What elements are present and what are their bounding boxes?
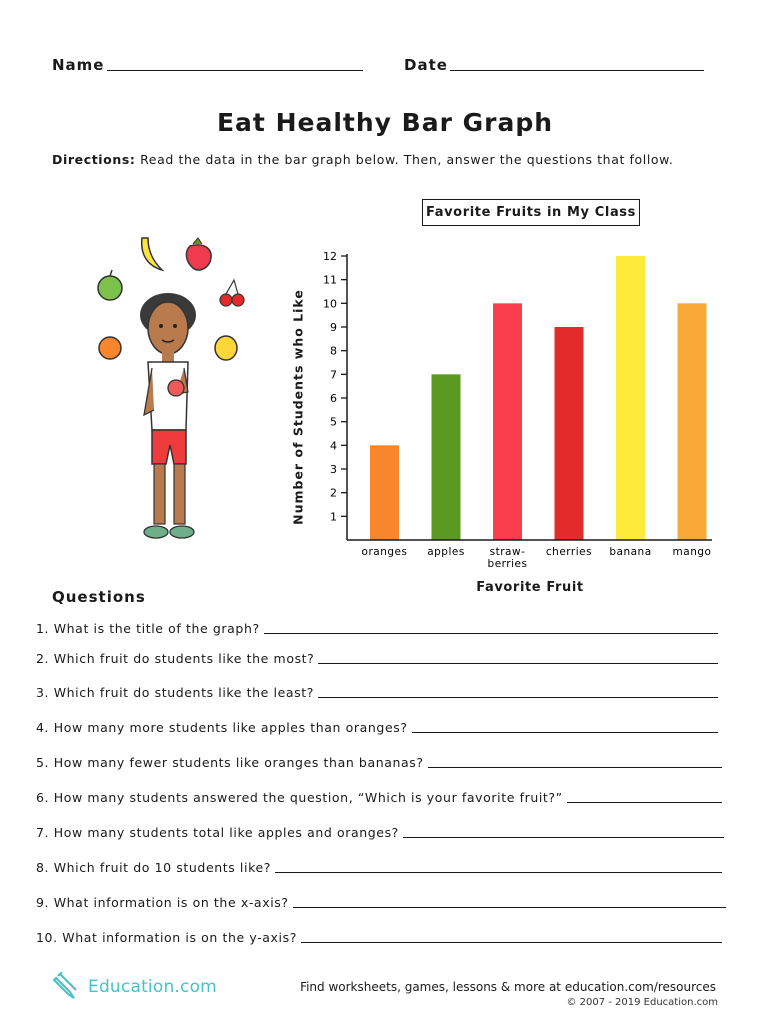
footer-tagline: Find worksheets, games, lessons & more at education.com/resources xyxy=(300,980,716,994)
education-logo xyxy=(52,972,217,1002)
x-tick-label: banana xyxy=(609,546,652,558)
answer-line[interactable] xyxy=(412,732,718,733)
chart-x-axis-label: Favorite Fruit xyxy=(476,580,584,595)
answer-line[interactable] xyxy=(567,802,722,803)
question-text: 3. Which fruit do students like the least? xyxy=(36,685,315,700)
directions-text: Read the data in the bar graph below. Then, answer the questions that follow. xyxy=(135,152,674,167)
date-label: Date xyxy=(404,56,448,74)
answer-line[interactable] xyxy=(293,907,726,908)
y-tick-label: 7 xyxy=(330,368,337,382)
answer-line[interactable] xyxy=(318,663,718,664)
question-row xyxy=(36,825,724,840)
y-tick-label: 9 xyxy=(330,321,337,334)
question-text: 2. Which fruit do students like the most? xyxy=(36,651,315,666)
bar-strawberries xyxy=(493,303,522,540)
question-text: 5. How many fewer students like oranges than bananas? xyxy=(36,755,424,770)
question-text: 1. What is the title of the graph? xyxy=(36,621,260,636)
question-text: 7. How many students total like apples and oranges? xyxy=(36,825,399,840)
y-tick-label: 6 xyxy=(330,392,337,405)
question-row xyxy=(36,720,718,735)
question-text: 6. How many students answered the question, “Which is your favorite fruit?” xyxy=(36,790,563,805)
bar-cherries xyxy=(555,327,584,540)
x-tick-label: oranges xyxy=(361,546,408,558)
footer-copyright: © 2007 - 2019 Education.com xyxy=(566,997,718,1008)
answer-line[interactable] xyxy=(428,767,722,768)
question-row xyxy=(36,930,722,945)
answer-line[interactable] xyxy=(264,633,718,634)
question-text: 9. What information is on the x-axis? xyxy=(36,895,289,910)
question-text: 8. Which fruit do 10 students like? xyxy=(36,860,272,875)
y-tick-label: 11 xyxy=(323,273,337,287)
directions-label: Directions: xyxy=(52,152,136,167)
question-text: 10. What information is on the y-axis? xyxy=(36,930,297,945)
question-row xyxy=(36,685,718,700)
x-tick-label: mango xyxy=(672,546,712,558)
question-row xyxy=(36,755,722,770)
y-axis-label-text: Number of Students who Like xyxy=(290,289,306,525)
page-title: Eat Healthy Bar Graph xyxy=(216,108,554,137)
y-tick-label: 12 xyxy=(323,250,337,263)
answer-line[interactable] xyxy=(403,837,724,838)
bar-mango xyxy=(678,303,707,540)
x-tick-label: straw-berries xyxy=(487,546,528,570)
x-tick-label: cherries xyxy=(545,546,593,558)
y-tick-label: 10 xyxy=(323,297,337,311)
answer-line[interactable] xyxy=(275,872,722,873)
question-text: 4. How many more students like apples than oranges? xyxy=(36,720,408,735)
question-row xyxy=(36,860,722,875)
questions-heading: Questions xyxy=(52,588,146,606)
y-tick-label: 8 xyxy=(330,344,337,358)
question-row xyxy=(36,895,726,910)
name-label: Name xyxy=(52,56,105,74)
bar-apples xyxy=(432,374,461,540)
logo-text: Education.com xyxy=(88,977,217,997)
answer-line[interactable] xyxy=(301,942,722,943)
answer-line[interactable] xyxy=(318,697,718,698)
y-tick-label: 2 xyxy=(330,486,337,500)
pencil-logo-icon xyxy=(52,972,86,1002)
bar-oranges xyxy=(370,445,399,540)
y-tick-label: 5 xyxy=(330,415,337,429)
y-tick-label: 3 xyxy=(330,463,337,476)
x-tick-label: apples xyxy=(427,546,465,558)
y-tick-label: 4 xyxy=(330,439,337,453)
question-row xyxy=(36,621,718,636)
question-row xyxy=(36,790,722,805)
bar-banana xyxy=(616,256,645,540)
chart-title: Favorite Fruits in My Class xyxy=(422,199,640,226)
question-row xyxy=(36,651,718,666)
y-tick-label: 1 xyxy=(330,510,337,524)
